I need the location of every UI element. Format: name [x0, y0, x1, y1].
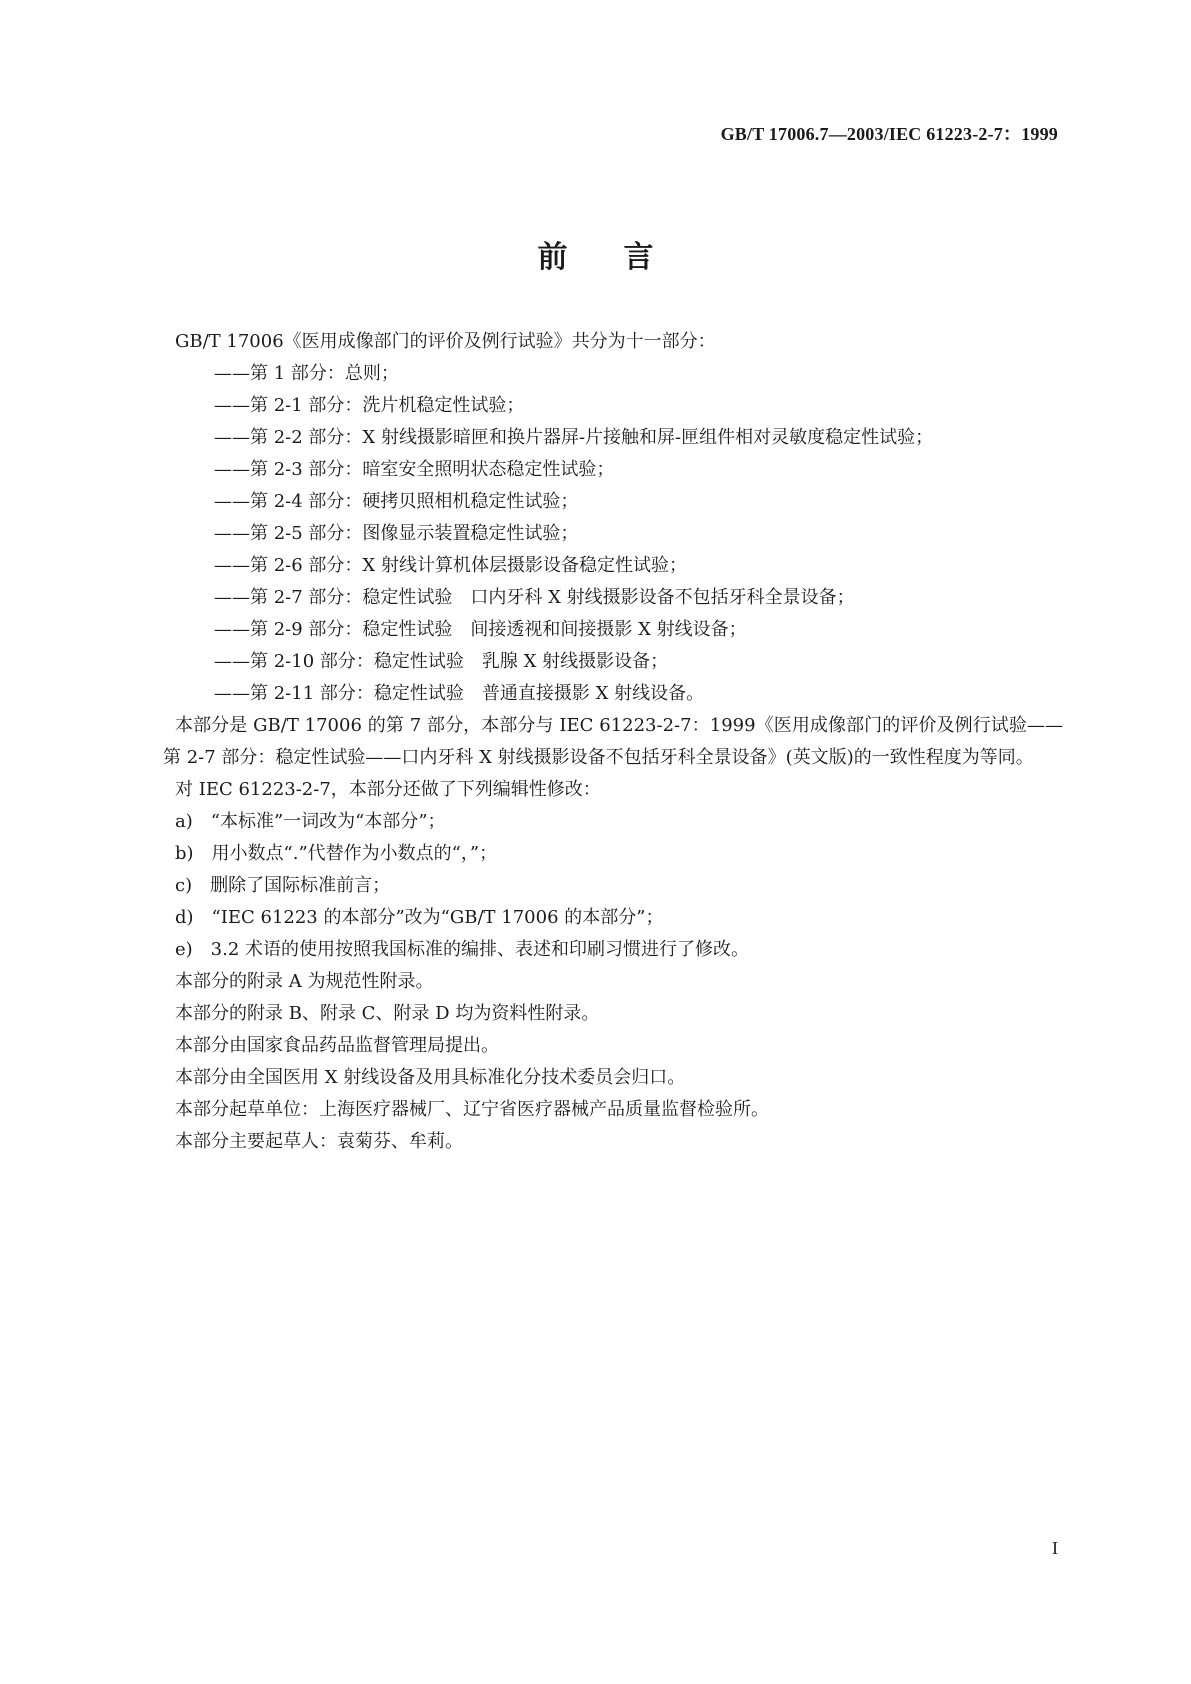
edit-list-item: e) 3.2 术语的使用按照我国标准的编排、表述和印刷习惯进行了修改。 — [175, 939, 750, 960]
part-list-item: ——第 2-3 部分：暗室安全照明状态稳定性试验； — [214, 459, 615, 480]
part-list-item: ——第 2-5 部分：图像显示装置稳定性试验； — [214, 523, 579, 544]
part-list-item: ——第 2-10 部分：稳定性试验 乳腺 X 射线摄影设备； — [214, 651, 669, 672]
part-list-item: ——第 2-11 部分：稳定性试验 普通直接摄影 X 射线设备。 — [214, 683, 705, 704]
part-list-item: ——第 2-6 部分：X 射线计算机体层摄影设备稳定性试验； — [214, 555, 687, 576]
edit-list-item: a) “本标准”一词改为“本部分”； — [175, 811, 446, 832]
page-title: 前言 — [537, 240, 710, 275]
intro-paragraph: GB/T 17006《医用成像部门的评价及例行试验》共分为十一部分： — [175, 331, 716, 352]
part-list-item: ——第 2-1 部分：洗片机稳定性试验； — [214, 395, 525, 416]
foreword-body — [163, 326, 1065, 1158]
document-code-header: GB/T 17006.7—2003/IEC 61223-2-7：1999 — [720, 124, 1058, 144]
closing-paragraph: 本部分起草单位：上海医疗器械厂、辽宁省医疗器械产品质量监督检验所。 — [175, 1099, 769, 1120]
edit-list-item: b) 用小数点“.”代替作为小数点的“，”； — [175, 843, 498, 864]
closing-paragraph: 本部分主要起草人：袁菊芬、牟莉。 — [175, 1131, 463, 1152]
part-list-item: ——第 2-4 部分：硬拷贝照相机稳定性试验； — [214, 491, 579, 512]
part-list-item: ——第 2-9 部分：稳定性试验 间接透视和间接摄影 X 射线设备； — [214, 619, 747, 640]
closing-paragraph: 本部分由国家食品药品监督管理局提出。 — [175, 1035, 499, 1056]
relation-paragraph-text: 本部分是 GB/T 17006 的第 7 部分，本部分与 IEC 61223-2-7：1999《医用成像部门的评价及例行试验——第 2-7 部分：稳定性试验——口内牙科 X 射线摄影设备不包括牙科全景设备》(英文版)的一致性程度为等同。 — [163, 715, 1063, 768]
relation-paragraph — [163, 710, 1063, 774]
page-number: I — [1052, 1538, 1058, 1558]
part-list-item: ——第 2-7 部分：稳定性试验 口内牙科 X 射线摄影设备不包括牙科全景设备； — [214, 587, 855, 608]
edit-list-item: c) 删除了国际标准前言； — [175, 875, 391, 896]
edits-intro: 对 IEC 61223-2-7，本部分还做了下列编辑性修改： — [175, 779, 601, 800]
part-list-item: ——第 1 部分：总则； — [214, 363, 399, 384]
closing-paragraph: 本部分的附录 A 为规范性附录。 — [175, 971, 434, 992]
edit-list-item: d) “IEC 61223 的本部分”改为“GB/T 17006 的本部分”； — [175, 907, 664, 928]
closing-paragraph: 本部分由全国医用 X 射线设备及用具标准化分技术委员会归口。 — [175, 1067, 686, 1088]
closing-paragraph: 本部分的附录 B、附录 C、附录 D 均为资料性附录。 — [175, 1003, 600, 1024]
part-list-item: ——第 2-2 部分：X 射线摄影暗匣和换片器屏-片接触和屏-匣组件相对灵敏度稳定性试验； — [214, 427, 934, 448]
